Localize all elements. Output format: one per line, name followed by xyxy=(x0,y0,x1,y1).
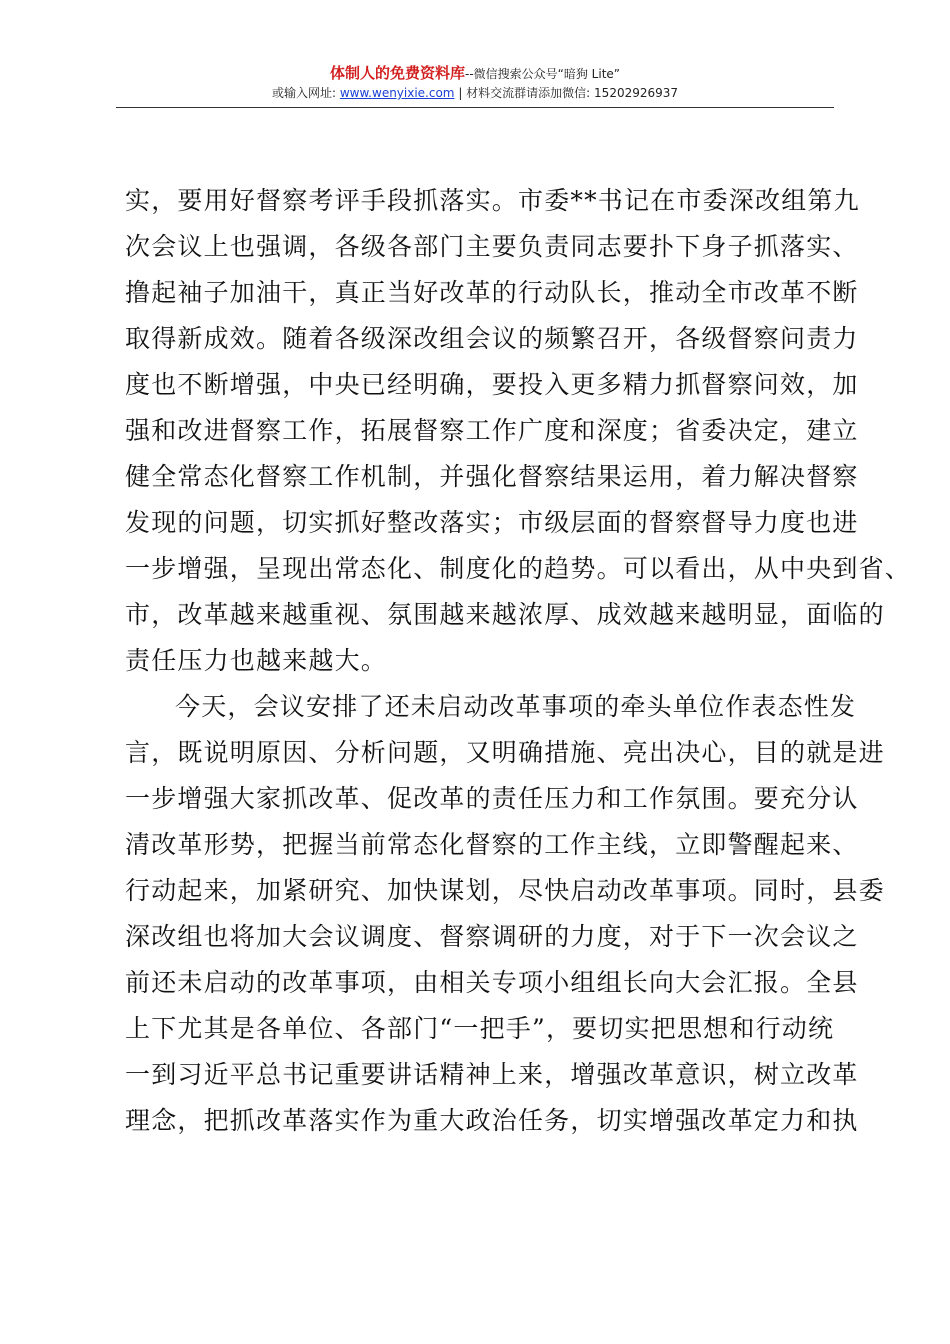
website-prefix: 或输入网址: xyxy=(271,86,337,100)
text-line: 度也不断增强，中央已经明确，要投入更多精力抓督察问效，加 xyxy=(125,370,859,399)
text-line: 深改组也将加大会议调度、督察调研的力度，对于下一次会议之 xyxy=(125,922,859,951)
text-line: 强和改进督察工作，拓展督察工作广度和深度；省委决定，建立 xyxy=(125,416,859,445)
text-line: 市，改革越来越重视、氛围越来越浓厚、成效越来越明显，面临的 xyxy=(125,600,885,629)
document-body xyxy=(125,178,912,1144)
text-line: 言，既说明原因、分析问题，又明确措施、亮出决心，目的就是进 xyxy=(125,738,885,767)
text-line: 实，要用好督察考评手段抓落实。市委**书记在市委深改组第九 xyxy=(125,186,860,215)
text-line: 次会议上也强调，各级各部门主要负责同志要扑下身子抓落实、 xyxy=(125,232,859,261)
text-line: 行动起来，加紧研究、加快谋划，尽快启动改革事项。同时，县委 xyxy=(125,876,885,905)
text-line: 一到习近平总书记重要讲话精神上来，增强改革意识，树立改革 xyxy=(125,1060,859,1089)
brand-title: 体制人的免费资料库 xyxy=(329,64,465,82)
text-line: 责任压力也越来越大。 xyxy=(125,646,388,675)
website-link[interactable]: www.wenyixie.com xyxy=(339,86,455,100)
text-line: 一步增强大家抓改革、促改革的责任压力和工作氛围。要充分认 xyxy=(125,784,859,813)
header-divider xyxy=(116,107,834,108)
text-line: 理念，把抓改革落实作为重大政治任务，切实增强改革定力和执 xyxy=(125,1106,859,1135)
header-title-line xyxy=(0,64,950,83)
brand-subtitle: --微信搜索公众号“暗狗 Lite” xyxy=(464,67,621,81)
text-line: 撸起袖子加油干，真正当好改革的行动队长，推动全市改革不断 xyxy=(125,278,859,307)
paragraph xyxy=(125,178,912,684)
text-line: 取得新成效。随着各级深改组会议的频繁召开，各级督察问责力 xyxy=(125,324,859,353)
text-line: 上下尤其是各单位、各部门“一把手”，要切实把思想和行动统 xyxy=(125,1014,835,1043)
text-line: 前还未启动的改革事项，由相关专项小组组长向大会汇报。全县 xyxy=(125,968,859,997)
contact-text: | 材料交流群请添加微信: 15202926937 xyxy=(458,86,679,100)
text-line: 今天，会议安排了还未启动改革事项的牵头单位作表态性发 xyxy=(175,692,857,721)
header-contact-line xyxy=(0,85,950,101)
paragraph xyxy=(125,684,885,1144)
text-line: 健全常态化督察工作机制，并强化督察结果运用，着力解决督察 xyxy=(125,462,859,491)
text-line: 发现的问题，切实抓好整改落实；市级层面的督察督导力度也进 xyxy=(125,508,859,537)
text-line: 一步增强，呈现出常态化、制度化的趋势。可以看出，从中央到省、 xyxy=(125,554,912,583)
text-line: 清改革形势，把握当前常态化督察的工作主线，立即警醒起来、 xyxy=(125,830,859,859)
page-header xyxy=(0,64,950,101)
